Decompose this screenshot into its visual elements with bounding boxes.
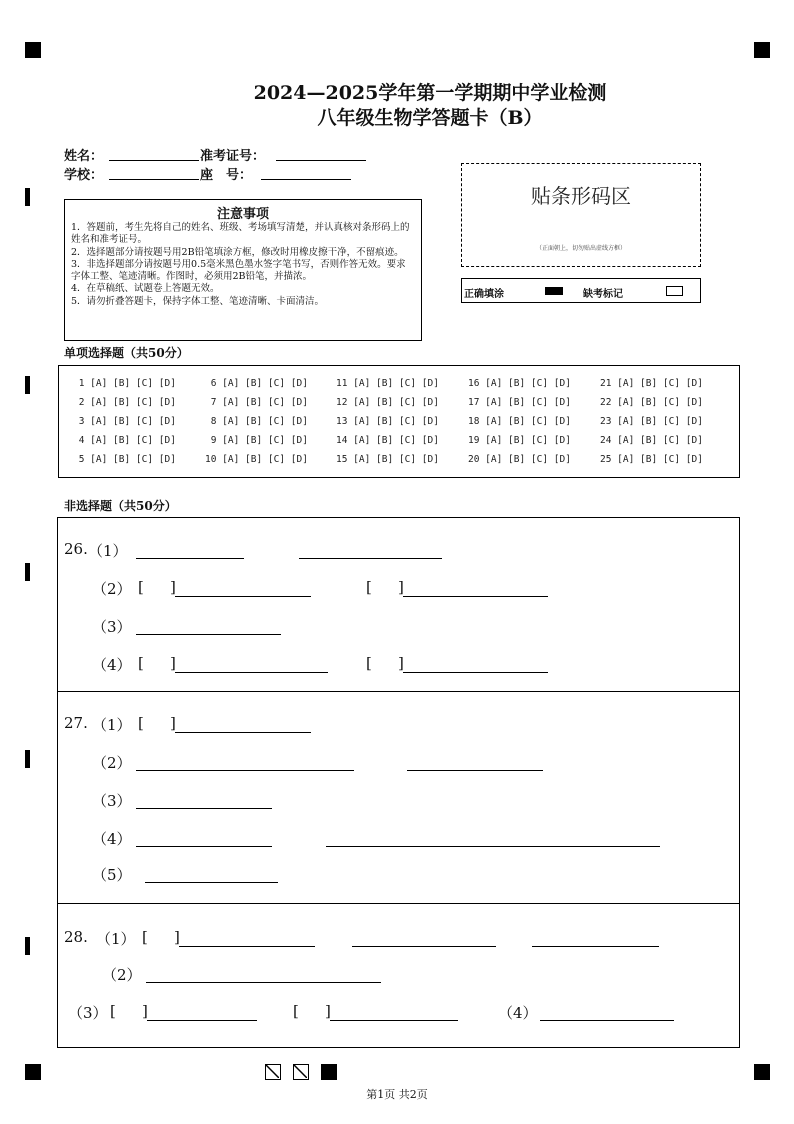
q27-5-answer-line[interactable] <box>145 882 278 883</box>
timing-mark <box>25 937 30 955</box>
bracket-close: ] <box>170 578 176 596</box>
bracket-open: [ <box>366 654 372 672</box>
q28-part2-label: （2） <box>102 966 142 984</box>
q26-1-answer-line[interactable] <box>136 558 244 559</box>
notice-item: 5．请勿折叠答题卡，保持字体工整、笔迹清晰、卡面清洁。 <box>71 295 325 307</box>
correct-fill-label: 正确填涂 <box>464 289 504 300</box>
barcode-hint: （正面朝上，切勿贴出虚线方框） <box>535 245 626 252</box>
q27-1-answer-line[interactable] <box>175 732 311 733</box>
q28-part4-label: （4） <box>498 1004 538 1022</box>
bracket-close: ] <box>174 928 180 946</box>
page-marker-slashed <box>293 1064 309 1080</box>
school-label: 学校： <box>64 168 104 183</box>
notice-item: 1．答题前，考生先将自己的姓名、班级、考场填写清楚，并认真核对条形码上的姓名和准考证号。 <box>71 222 410 246</box>
q28-1-answer-line[interactable] <box>352 946 496 947</box>
q26-3-answer-line[interactable] <box>136 634 281 635</box>
mcq-question-22[interactable]: 22 [A] [B] [C] [D] <box>600 397 703 408</box>
q26-part3-label: （3） <box>92 618 132 636</box>
q28-1-answer-line[interactable] <box>179 946 315 947</box>
q28-1-answer-line[interactable] <box>532 946 659 947</box>
notice-item: 4．在草稿纸、试题卷上答题无效。 <box>71 283 220 295</box>
exam-id-label: 准考证号： <box>200 149 266 164</box>
registration-mark-bottom-right <box>754 1064 770 1080</box>
mcq-question-24[interactable]: 24 [A] [B] [C] [D] <box>600 435 703 446</box>
q26-2-answer-line[interactable] <box>403 596 548 597</box>
exam-id-field[interactable] <box>276 160 366 161</box>
mcq-section-title: 单项选择题（共50分） <box>64 346 189 360</box>
bracket-close: ] <box>398 654 404 672</box>
question-26-box <box>57 517 740 692</box>
notice-item: 2．选择题部分请按题号用2B铅笔填涂方框，修改时用橡皮擦干净，不留痕迹。 <box>71 246 404 258</box>
mcq-question-3[interactable]: 3 [A] [B] [C] [D] <box>73 416 176 427</box>
bracket-close: ] <box>325 1002 331 1020</box>
timing-mark <box>25 750 30 768</box>
correct-fill-sample <box>545 287 563 295</box>
q26-part4-label: （4） <box>92 656 132 674</box>
barcode-area <box>461 163 701 267</box>
mcq-question-10[interactable]: 10 [A] [B] [C] [D] <box>205 454 308 465</box>
q26-part2-label: （2） <box>92 580 132 598</box>
registration-mark-top-left <box>25 42 41 58</box>
seat-field[interactable] <box>261 179 351 180</box>
nonmcq-section-title: 非选择题（共50分） <box>64 499 177 513</box>
q28-number: 28. <box>64 928 88 946</box>
q27-number: 27. <box>64 714 88 732</box>
absent-mark-label: 缺考标记 <box>583 289 623 300</box>
mcq-question-6[interactable]: 6 [A] [B] [C] [D] <box>205 378 308 389</box>
bracket-open: [ <box>366 578 372 596</box>
barcode-label: 贴条形码区 <box>531 184 631 208</box>
q28-part3-label: （3） <box>68 1004 108 1022</box>
page-marker-slashed <box>265 1064 281 1080</box>
bracket-close: ] <box>142 1002 148 1020</box>
mcq-question-5[interactable]: 5 [A] [B] [C] [D] <box>73 454 176 465</box>
mcq-question-15[interactable]: 15 [A] [B] [C] [D] <box>336 454 439 465</box>
q27-part2-label: （2） <box>92 754 132 772</box>
mcq-question-9[interactable]: 9 [A] [B] [C] [D] <box>205 435 308 446</box>
q26-4-answer-line[interactable] <box>175 672 328 673</box>
notice-box <box>64 199 422 341</box>
school-field[interactable] <box>109 179 199 180</box>
q27-4-answer-line[interactable] <box>326 846 660 847</box>
q27-part3-label: （3） <box>92 792 132 810</box>
q28-part1-label: （1） <box>96 930 136 948</box>
q27-part4-label: （4） <box>92 830 132 848</box>
timing-mark <box>25 376 30 394</box>
mcq-grid <box>58 365 740 478</box>
bracket-close: ] <box>170 714 176 732</box>
bracket-close: ] <box>170 654 176 672</box>
mcq-question-18[interactable]: 18 [A] [B] [C] [D] <box>468 416 571 427</box>
bracket-open: [ <box>110 1002 116 1020</box>
bracket-open: [ <box>138 714 144 732</box>
bracket-close: ] <box>398 578 404 596</box>
q27-4-answer-line[interactable] <box>136 846 272 847</box>
page-marker-filled <box>321 1064 337 1080</box>
q28-2-answer-line[interactable] <box>146 982 381 983</box>
notice-title: 注意事项 <box>216 207 269 222</box>
bracket-open: [ <box>138 654 144 672</box>
bracket-open: [ <box>138 578 144 596</box>
name-field[interactable] <box>109 160 199 161</box>
page-title: 2024—2025学年第一学期期中学业检测 <box>253 82 607 104</box>
q27-2-answer-line[interactable] <box>407 770 543 771</box>
mcq-question-2[interactable]: 2 [A] [B] [C] [D] <box>73 397 176 408</box>
mcq-question-11[interactable]: 11 [A] [B] [C] [D] <box>336 378 439 389</box>
mcq-question-23[interactable]: 23 [A] [B] [C] [D] <box>600 416 703 427</box>
mcq-question-21[interactable]: 21 [A] [B] [C] [D] <box>600 378 703 389</box>
page-number: 第1页 共2页 <box>366 1088 428 1101</box>
bracket-open: [ <box>142 928 148 946</box>
q26-number: 26. <box>64 540 88 558</box>
fill-legend <box>461 278 701 303</box>
q27-2-answer-line[interactable] <box>136 770 354 771</box>
q26-2-answer-line[interactable] <box>175 596 311 597</box>
timing-mark <box>25 188 30 206</box>
mcq-question-20[interactable]: 20 [A] [B] [C] [D] <box>468 454 571 465</box>
mcq-question-19[interactable]: 19 [A] [B] [C] [D] <box>468 435 571 446</box>
mcq-question-8[interactable]: 8 [A] [B] [C] [D] <box>205 416 308 427</box>
registration-mark-top-right <box>754 42 770 58</box>
notice-item: 3．非选择题部分请按题号用0.5毫米黑色墨水签字笔书写，否则作答无效。要求字体工整、笔迹清晰。作图时，必须用2B铅笔，并描浓。 <box>71 258 406 283</box>
q28-4-answer-line[interactable] <box>540 1020 674 1021</box>
absent-mark-box[interactable] <box>666 286 683 296</box>
mcq-question-14[interactable]: 14 [A] [B] [C] [D] <box>336 435 439 446</box>
bracket-open: [ <box>293 1002 299 1020</box>
page-subtitle: 八年级生物学答题卡（B） <box>317 107 543 129</box>
q26-1-answer-line[interactable] <box>299 558 442 559</box>
registration-mark-bottom-left <box>25 1064 41 1080</box>
timing-mark <box>25 563 30 581</box>
q27-part5-label: （5） <box>92 866 132 884</box>
q26-4-answer-line[interactable] <box>403 672 548 673</box>
name-label: 姓名： <box>64 149 104 164</box>
seat-label: 座 号： <box>200 168 253 183</box>
q27-part1-label: （1） <box>92 716 132 734</box>
mcq-question-1[interactable]: 1 [A] [B] [C] [D] <box>73 378 176 389</box>
mcq-question-25[interactable]: 25 [A] [B] [C] [D] <box>600 454 703 465</box>
q26-part1-label: （1） <box>88 542 128 560</box>
mcq-question-4[interactable]: 4 [A] [B] [C] [D] <box>73 435 176 446</box>
question-27-box <box>57 691 740 904</box>
question-28-box <box>57 903 740 1048</box>
q28-3-answer-line[interactable] <box>147 1020 257 1021</box>
mcq-question-12[interactable]: 12 [A] [B] [C] [D] <box>336 397 439 408</box>
mcq-question-13[interactable]: 13 [A] [B] [C] [D] <box>336 416 439 427</box>
mcq-question-7[interactable]: 7 [A] [B] [C] [D] <box>205 397 308 408</box>
mcq-question-16[interactable]: 16 [A] [B] [C] [D] <box>468 378 571 389</box>
q28-3-answer-line[interactable] <box>330 1020 458 1021</box>
mcq-question-17[interactable]: 17 [A] [B] [C] [D] <box>468 397 571 408</box>
q27-3-answer-line[interactable] <box>136 808 272 809</box>
